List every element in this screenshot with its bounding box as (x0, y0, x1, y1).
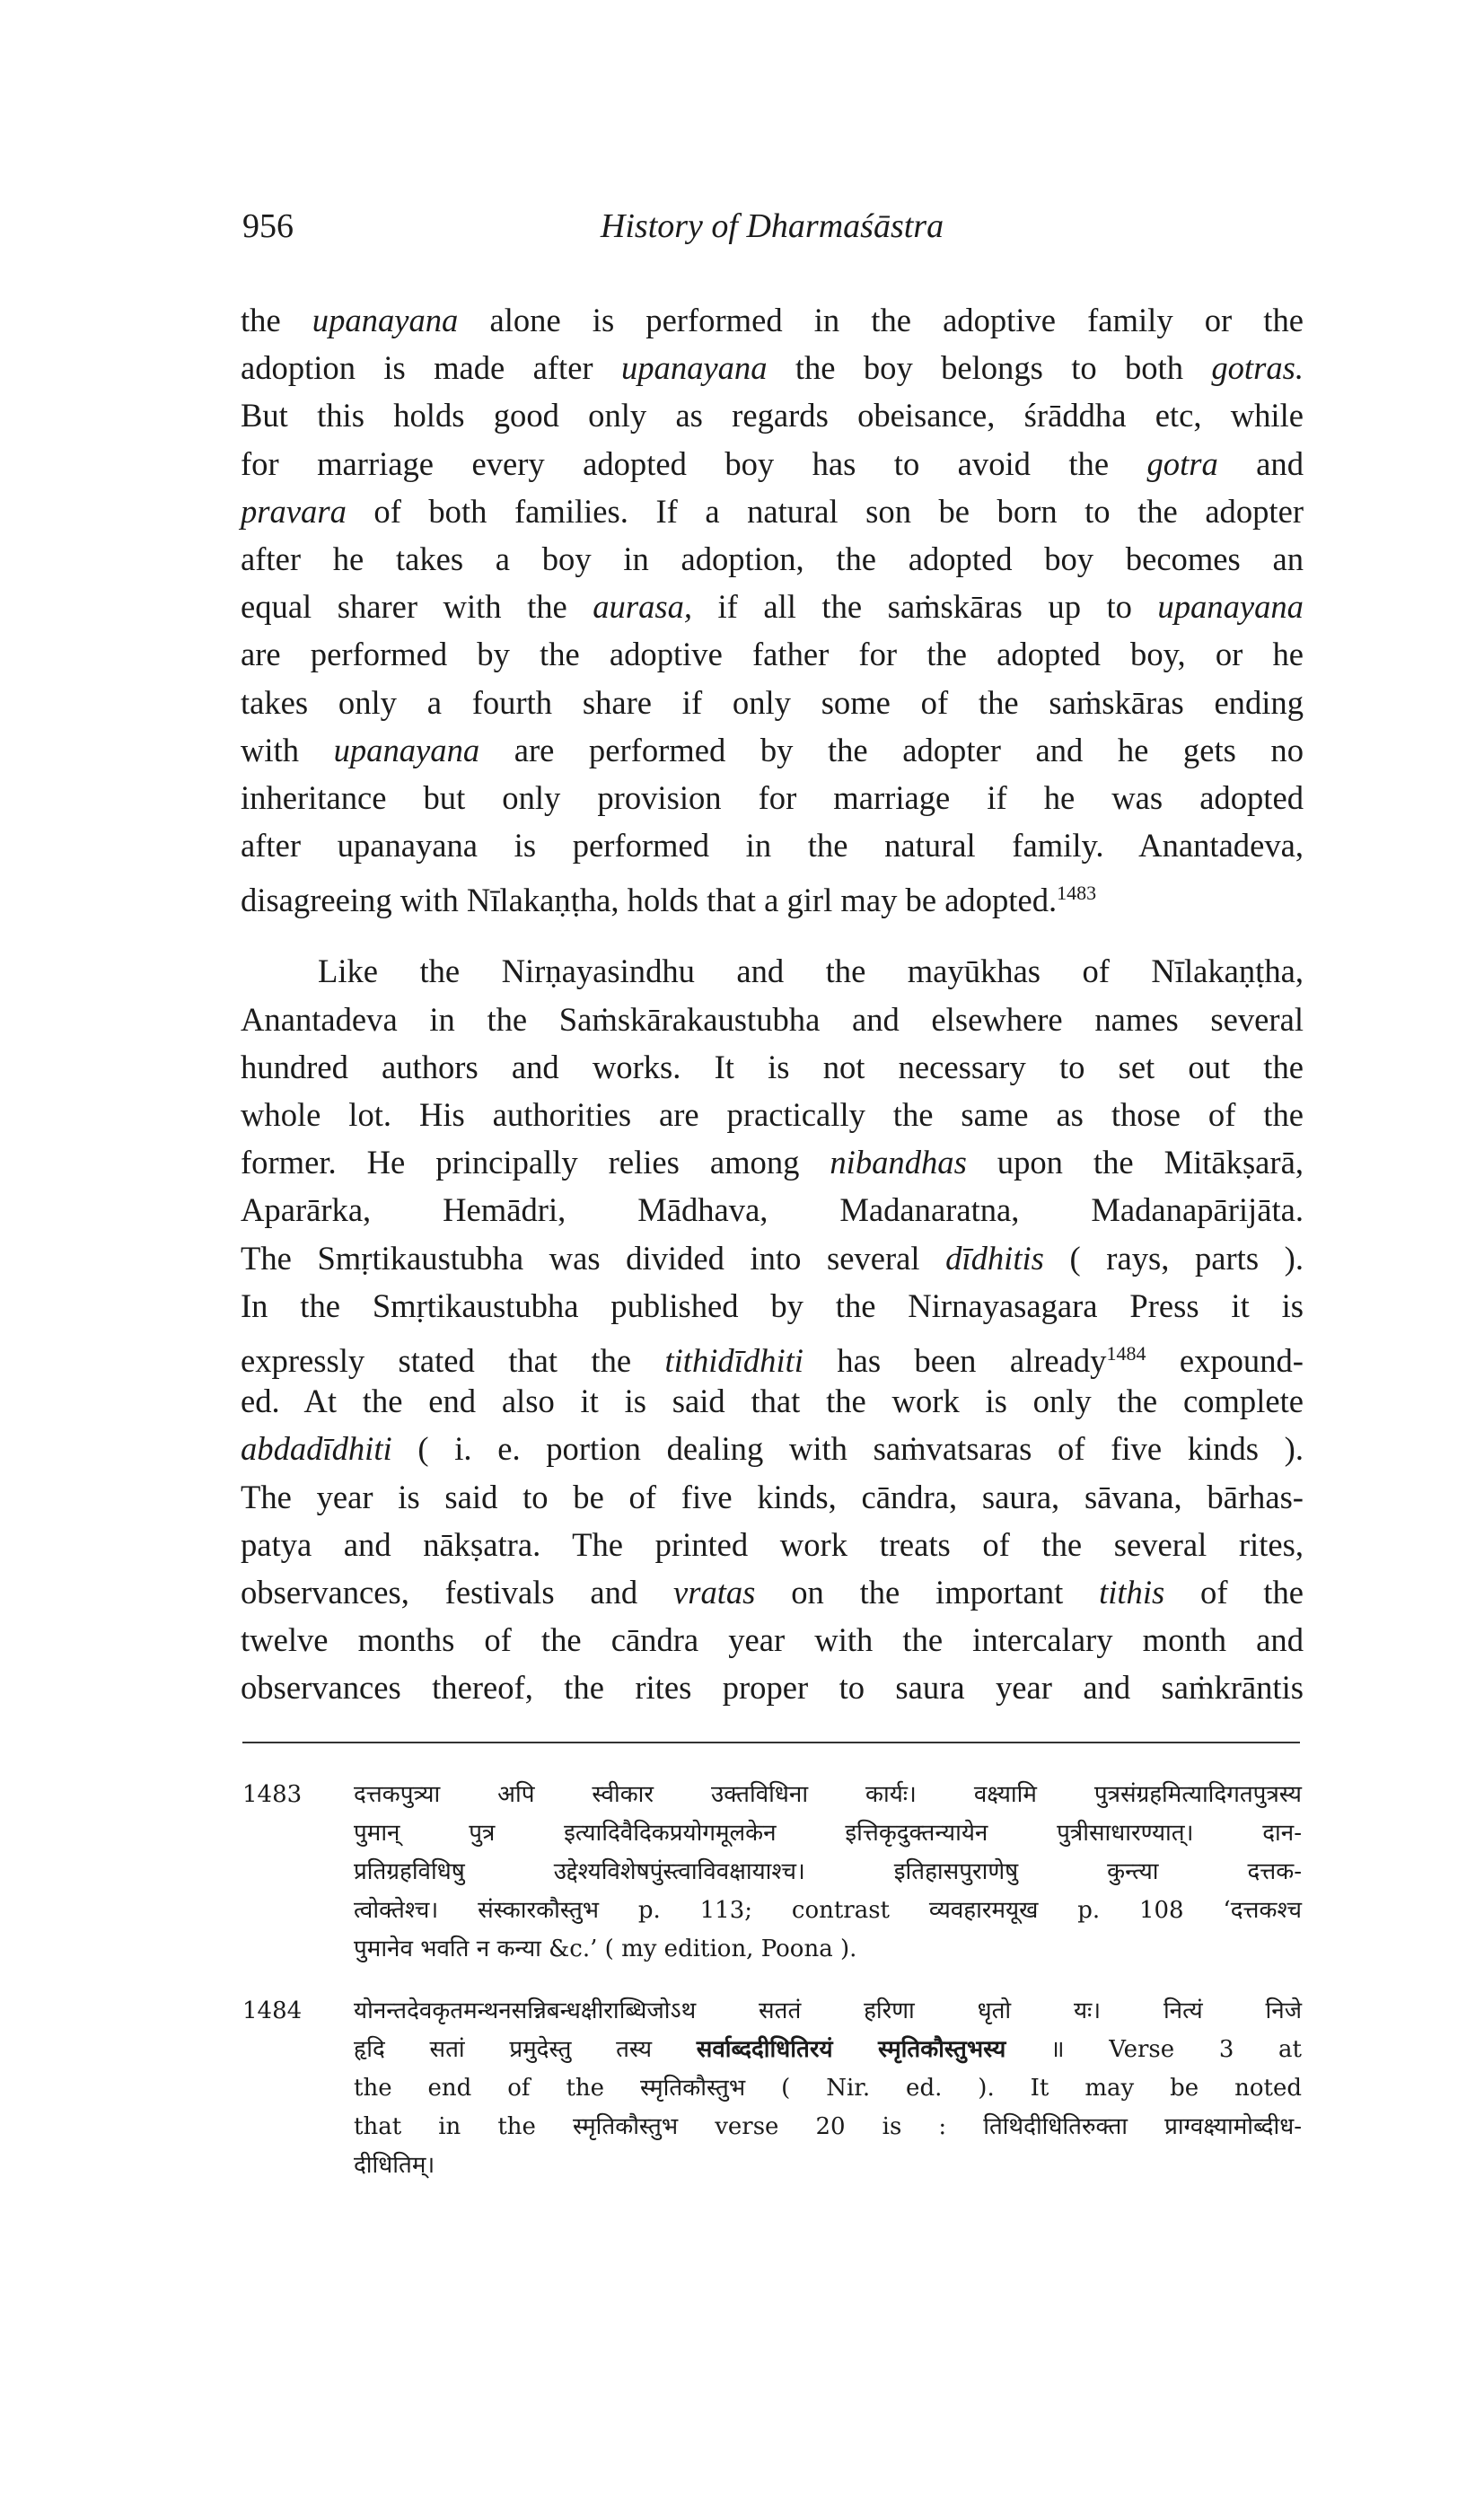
text-line: Aparārka, Hemādri, Mādhava, Madanaratna, Madanapārijāta. (241, 1191, 1304, 1229)
running-title: History of Dharmaśāstra (600, 207, 944, 245)
footnote-line: दीधितिम्। (354, 2152, 435, 2179)
text-line: takes only a fourth share if only some of the saṁskāras ending (241, 683, 1304, 721)
text-line: observances thereof, the rites proper to saura year and saṁkrāntis (241, 1669, 1304, 1707)
text-line: after he takes a boy in adoption, the adopted boy becomes an (241, 540, 1304, 577)
text-line: The year is said to be of five kinds, cāndra, saura, sāvana, bārhas- (241, 1478, 1304, 1515)
footnote-line: प्रतिग्रहविधिषु उद्देश्यविशेषपुंस्त्वाविवक्षायाश्च। इतिहासपुराणेषु कुन्त्या दत्तक- (354, 1858, 1302, 1885)
footnote-line: the end of the स्मृतिकौस्तुभ ( Nir. ed. ). It may be noted (354, 2075, 1302, 2102)
footnote-line: दत्तकपुत्र्या अपि स्वीकार उक्तविधिना कार्यः। वक्ष्यामि पुत्रसंग्रहमित्यादिगतपुत्रस्य (354, 1781, 1302, 1808)
text-line: ed. At the end also it is said that the work is only the complete (241, 1383, 1304, 1420)
page-header (242, 206, 1302, 260)
footnote-number: 1484 (242, 1997, 303, 2024)
footnote-ref[interactable]: 1483 (1057, 882, 1097, 905)
text-line: whole lot. His authorities are practically the same as those of the (241, 1096, 1304, 1133)
main-text (241, 296, 1304, 1711)
text-line: the upanayana alone is performed in the adoptive family or the (241, 302, 1304, 338)
text-line: disagreeing with Nīlakaṇṭha, holds that a girl may be adopted.$^{1483}$ (241, 882, 1097, 919)
text-line: former. He principally relies among nibandhas upon the Mitākṣarā, (241, 1144, 1304, 1181)
text-line: In the Smṛtikaustubha published by the Nirnayasagara Press it is (241, 1286, 1304, 1324)
text-line: hundred authors and works. It is not necessary to set out the (241, 1048, 1304, 1085)
text-line: adoption is made after upanayana the boy belongs to both gotras. (241, 349, 1304, 387)
paragraph-1 (241, 296, 1304, 917)
text-line: patya and nākṣatra. The printed work treats of the several rites, (241, 1525, 1304, 1563)
text-line: observances, festivals and vratas on the important tithis of the (241, 1573, 1304, 1611)
footnote-number: 1483 (242, 1781, 303, 1808)
text-line: abdadīdhiti ( i. e. portion dealing with saṁvatsaras of five kinds ). (241, 1430, 1304, 1468)
text-line: expressly stated that the tithidīdhiti has been already$^{1484}$ expound- (241, 1341, 1304, 1380)
text-line: Like the Nirṇayasindhu and the mayūkhas of Nīlakaṇṭha, (318, 953, 1304, 990)
text-line: for marriage every adopted boy has to avoid the gotra and (241, 444, 1304, 482)
text-line: inheritance but only provision for marriage if he was adopted (241, 778, 1304, 816)
footnote-line: हृदि सतां प्रमुदेस्तु तस्य सर्वाब्ददीधितिरयं स्मृतिकौस्तुभस्य ॥ Verse 3 at (354, 2036, 1303, 2063)
text-line: pravara of both families. If a natural son be born to the adopter (241, 492, 1304, 530)
text-line: are performed by the adoptive father for the adopted boy, or he (241, 636, 1304, 673)
footnotes (242, 1776, 1302, 2208)
footnote-ref[interactable]: 1484 (1106, 1341, 1146, 1365)
text-line: But this holds good only as regards obeisance, śrāddha etc, while (241, 397, 1304, 435)
text-line: twelve months of the cāndra year with the intercalary month and (241, 1621, 1304, 1659)
page-number: 956 (242, 207, 294, 245)
text-line: Anantadeva in the Saṁskārakaustubha and elsewhere names several (241, 1000, 1304, 1038)
text-line: with upanayana are performed by the adopter and he gets no (241, 731, 1304, 768)
footnote-line: त्वोक्तेश्च। संस्कारकौस्तुभ p. 113; contrast व्यवहारमयूख p. 108 ‘दत्तकश्च (354, 1897, 1302, 1924)
footnote-line: योनन्तदेवकृतमन्थनसन्निबन्धक्षीराब्धिजोऽथ सततं हरिणा धृतो यः। नित्यं निजे (354, 1997, 1302, 2024)
footnote-1484 (242, 1992, 1302, 2185)
footnote-divider (242, 1742, 1300, 1743)
footnote-line: that in the स्मृतिकौस्तुभ verse 20 is : तिथिदीधितिरुक्ता प्राग्वक्ष्यामोब्दीध- (354, 2113, 1302, 2140)
footnote-1483 (242, 1776, 1302, 1969)
footnote-line: पुमानेव भवति न कन्या &c.’ ( my edition, Poona ). (354, 1936, 857, 1962)
footnote-line: पुमान् पुत्र इत्यादिवैदिकप्रयोगमूलकेन इत्तिकृदुक्तन्यायेन पुत्रीसाधारण्यात्। दान- (354, 1820, 1302, 1847)
text-line: equal sharer with the aurasa, if all the saṁskāras up to upanayana (241, 588, 1304, 626)
paragraph-2 (241, 947, 1304, 1711)
text-line: after upanayana is performed in the natural family. Anantadeva, (241, 827, 1304, 865)
text-line: The Smṛtikaustubha was divided into several dīdhitis ( rays, parts ). (241, 1239, 1304, 1277)
